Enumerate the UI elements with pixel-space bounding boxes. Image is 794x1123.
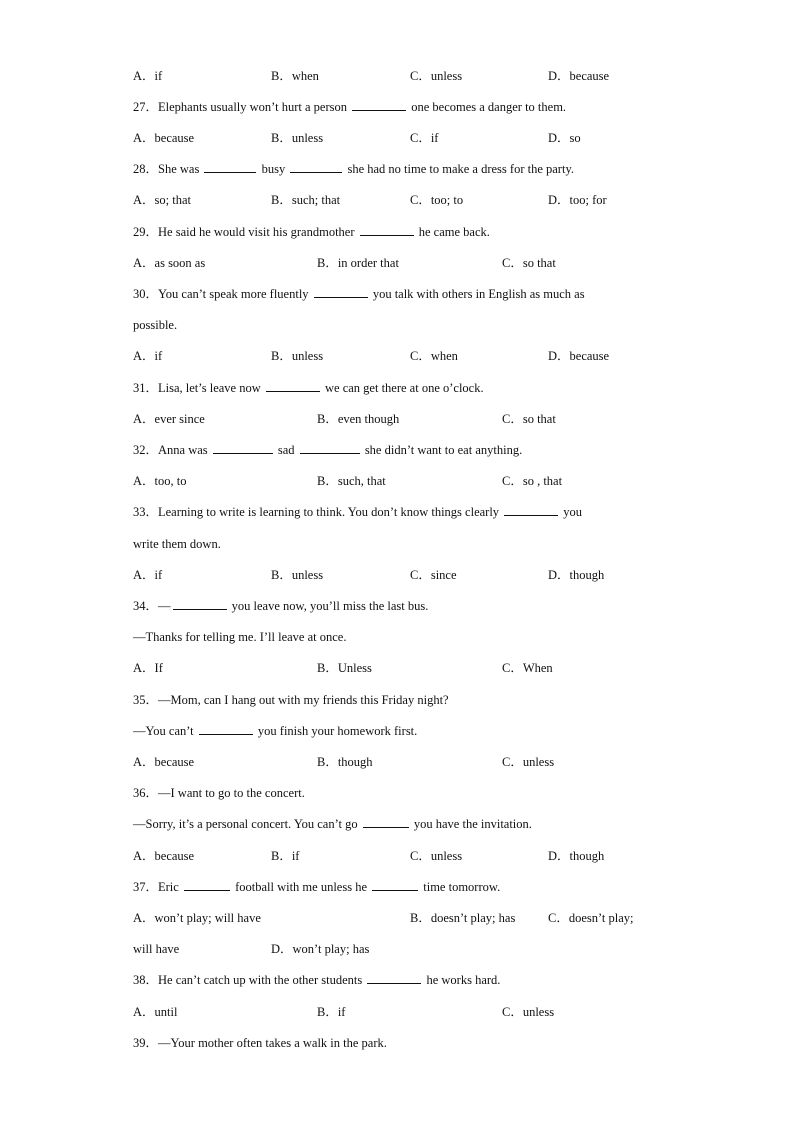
q27-option-d[interactable]: D．so	[548, 131, 581, 145]
q37-blank-2	[372, 879, 418, 891]
q30-option-b[interactable]: B．unless	[271, 349, 324, 363]
q30-option-c[interactable]: C．when	[410, 349, 458, 363]
q37-option-b[interactable]: B．doesn’t play; has	[410, 911, 516, 925]
q31-option-c[interactable]: C．so that	[502, 412, 556, 426]
q32-text-3: she didn’t want to eat anything.	[364, 443, 523, 457]
q26-option-c[interactable]: C．unless	[410, 69, 463, 83]
q36-option-d[interactable]: D．though	[548, 849, 605, 863]
q28-option-c[interactable]: C．too; to	[410, 193, 464, 207]
q35-stem: 35．—Mom, can I hang out with my friends this Friday night?	[133, 693, 449, 707]
q30-text-2: you talk with others in English as much as	[372, 287, 585, 301]
q34-reply: —Thanks for telling me. I’ll leave at once.	[133, 630, 347, 644]
q35-option-c[interactable]: C．unless	[502, 755, 555, 769]
q38-option-b[interactable]: B．if	[317, 1005, 346, 1019]
q37-option-c[interactable]: C．doesn’t play;	[548, 911, 634, 925]
q27-option-b[interactable]: B．unless	[271, 131, 324, 145]
q38-option-a[interactable]: A．until	[133, 1005, 178, 1019]
q28-text-1: 28．She was	[133, 162, 200, 176]
q38-blank	[367, 972, 421, 984]
q28-text-3: she had no time to make a dress for the party.	[347, 162, 575, 176]
q37-blank-1	[184, 879, 230, 891]
q35-option-b[interactable]: B．though	[317, 755, 373, 769]
q29-option-b[interactable]: B．in order that	[317, 256, 399, 270]
q30-text-1: 30．You can’t speak more fluently	[133, 287, 309, 301]
q30-option-a[interactable]: A．if	[133, 349, 163, 363]
q36-text-1: —Sorry, it’s a personal concert. You can’t go	[133, 817, 358, 831]
q32-text-2: sad	[277, 443, 295, 457]
q37-text-2: football with me unless he	[235, 880, 367, 894]
q36-reply	[133, 816, 532, 832]
q31-text-1: 31．Lisa, let’s leave now	[133, 381, 261, 395]
q27-option-a[interactable]: A．because	[133, 131, 195, 145]
q32-blank-2	[300, 442, 360, 454]
q34-option-b[interactable]: B．Unless	[317, 661, 372, 675]
q33-blank	[504, 504, 558, 516]
q33-stem-cont: write them down.	[133, 537, 221, 551]
q36-option-a[interactable]: A．because	[133, 849, 195, 863]
q27-blank	[352, 99, 406, 111]
q34-text-1: 34．—	[133, 599, 171, 613]
q31-blank	[266, 380, 320, 392]
q29-text-2: he came back.	[418, 225, 490, 239]
q27-option-c[interactable]: C．if	[410, 131, 439, 145]
q28-blank-2	[290, 161, 342, 173]
q39-stem: 39．—Your mother often takes a walk in the park.	[133, 1036, 387, 1050]
q29-text-1: 29．He said he would visit his grandmother	[133, 225, 355, 239]
q38-option-c[interactable]: C．unless	[502, 1005, 555, 1019]
q35-blank	[199, 723, 253, 735]
q28-option-a[interactable]: A．so; that	[133, 193, 191, 207]
q26-option-b[interactable]: B．when	[271, 69, 319, 83]
q34-option-a[interactable]: A．If	[133, 661, 163, 675]
q33-text-2: you	[563, 505, 583, 519]
q33-stem	[133, 504, 582, 520]
q32-option-b[interactable]: B．such, that	[317, 474, 386, 488]
q31-text-2: we can get there at one o’clock.	[325, 381, 484, 395]
q32-text-1: 32．Anna was	[133, 443, 208, 457]
q33-option-a[interactable]: A．if	[133, 568, 163, 582]
q35-reply	[133, 723, 417, 739]
q34-stem	[133, 598, 428, 614]
q36-blank	[363, 816, 409, 828]
q36-option-c[interactable]: C．unless	[410, 849, 463, 863]
q33-option-c[interactable]: C．since	[410, 568, 457, 582]
q34-option-c[interactable]: C．When	[502, 661, 553, 675]
q28-option-b[interactable]: B．such; that	[271, 193, 341, 207]
q33-text-1: 33．Learning to write is learning to think. You don’t know things clearly	[133, 505, 500, 519]
q32-option-a[interactable]: A．too, to	[133, 474, 187, 488]
q27-text-1: 27．Elephants usually won’t hurt a person	[133, 100, 347, 114]
q30-stem	[133, 286, 585, 302]
q38-text-2: he works hard.	[426, 973, 501, 987]
q31-stem	[133, 380, 484, 396]
q36-text-2: you have the invitation.	[413, 817, 532, 831]
q36-option-b[interactable]: B．if	[271, 849, 300, 863]
q37-option-c-cont[interactable]: will have	[133, 942, 180, 956]
q31-option-a[interactable]: A．ever since	[133, 412, 205, 426]
q29-blank	[360, 224, 414, 236]
q29-option-c[interactable]: C．so that	[502, 256, 556, 270]
q30-stem-cont: possible.	[133, 318, 178, 332]
q37-text-1: 37．Eric	[133, 880, 179, 894]
q31-option-b[interactable]: B．even though	[317, 412, 400, 426]
q34-blank	[173, 598, 227, 610]
q37-stem	[133, 879, 500, 895]
q37-option-a[interactable]: A．won’t play; will have	[133, 911, 261, 925]
q26-option-d[interactable]: D．because	[548, 69, 610, 83]
q28-blank-1	[204, 161, 256, 173]
q35-text-2: you finish your homework first.	[257, 724, 418, 738]
q26-option-a[interactable]: A．if	[133, 69, 163, 83]
q35-option-a[interactable]: A．because	[133, 755, 195, 769]
q37-option-d[interactable]: D．won’t play; has	[271, 942, 370, 956]
q32-blank-1	[213, 442, 273, 454]
q34-text-2: you leave now, you’ll miss the last bus.	[231, 599, 429, 613]
q28-stem	[133, 161, 574, 177]
q33-option-b[interactable]: B．unless	[271, 568, 324, 582]
q29-stem	[133, 224, 490, 240]
q36-stem: 36．—I want to go to the concert.	[133, 786, 305, 800]
q28-text-2: busy	[261, 162, 286, 176]
q33-option-d[interactable]: D．though	[548, 568, 605, 582]
q38-stem	[133, 972, 500, 988]
q27-stem	[133, 99, 566, 115]
q38-text-1: 38．He can’t catch up with the other students	[133, 973, 363, 987]
q30-blank	[314, 286, 368, 298]
q27-text-2: one becomes a danger to them.	[411, 100, 567, 114]
q32-stem	[133, 442, 522, 458]
q37-text-3: time tomorrow.	[423, 880, 501, 894]
q32-option-c[interactable]: C．so , that	[502, 474, 563, 488]
q29-option-a[interactable]: A．as soon as	[133, 256, 206, 270]
q30-option-d[interactable]: D．because	[548, 349, 610, 363]
q28-option-d[interactable]: D．too; for	[548, 193, 607, 207]
q35-text-1: —You can’t	[133, 724, 194, 738]
